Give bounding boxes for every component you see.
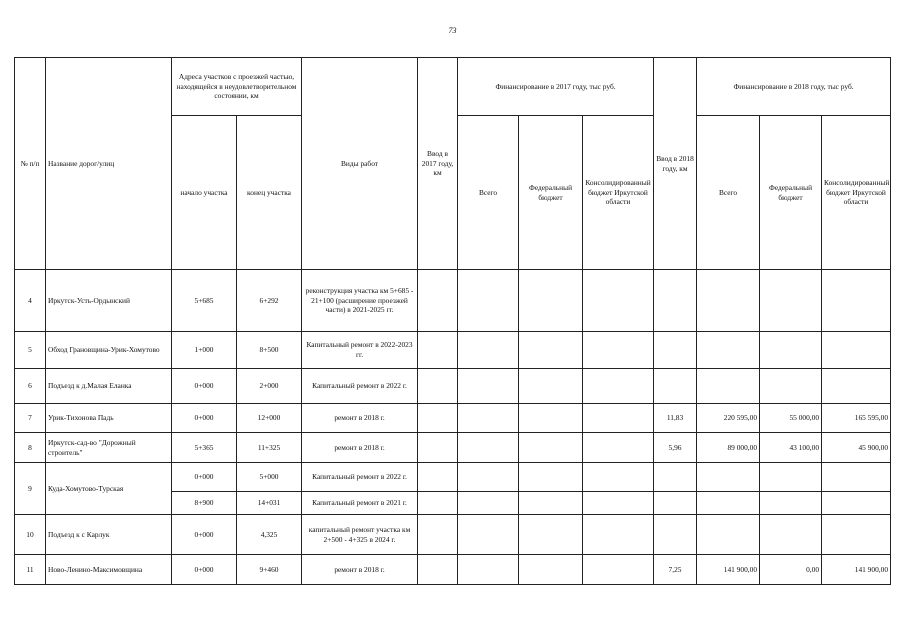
road-name: Обход Грановщина-Урик-Хомутово <box>46 332 172 369</box>
work-type: капитальный ремонт участка км 2+500 - 4+325 в 2024 г. <box>302 515 418 555</box>
roads-table <box>14 57 891 585</box>
section-start: 5+685 <box>172 270 237 332</box>
total-2018: 141 900,00 <box>697 555 760 585</box>
header-input-2018: Ввод в 2018 году, км <box>654 58 697 270</box>
section-end: 14+031 <box>237 492 302 515</box>
section-start: 8+900 <box>172 492 237 515</box>
federal-2018 <box>760 332 822 369</box>
section-end: 5+000 <box>237 463 302 492</box>
input-2018 <box>654 515 697 555</box>
input-2018: 7,25 <box>654 555 697 585</box>
section-start: 0+000 <box>172 369 237 404</box>
table-row <box>15 555 891 585</box>
consolidated-2018 <box>822 270 891 332</box>
federal-2018: 55 000,00 <box>760 404 822 433</box>
input-2018: 11,83 <box>654 404 697 433</box>
total-2018: 220 595,00 <box>697 404 760 433</box>
table-row <box>15 404 891 433</box>
total-2018 <box>697 332 760 369</box>
road-name: Иркутск-Усть-Ордынский <box>46 270 172 332</box>
consolidated-2018: 45 900,00 <box>822 433 891 463</box>
consolidated-2018 <box>822 332 891 369</box>
section-start: 0+000 <box>172 515 237 555</box>
input-2018: 5,96 <box>654 433 697 463</box>
header-addresses: Адреса участков с проезжей частью, находящейся в неудовлетворительном состоянии, км <box>172 58 302 116</box>
section-end: 8+500 <box>237 332 302 369</box>
input-2018 <box>654 369 697 404</box>
section-end: 6+292 <box>237 270 302 332</box>
header-name: Название дорог/улиц <box>46 58 172 270</box>
header-consolidated-2018: Консолидированный бюджет Иркутской области <box>822 116 891 270</box>
header-num: № п/п <box>15 58 46 270</box>
row-num: 4 <box>15 270 46 332</box>
row-num: 5 <box>15 332 46 369</box>
row-num: 11 <box>15 555 46 585</box>
header-fin-2017: Финансирование в 2017 году, тыс руб. <box>458 58 654 116</box>
federal-2018: 43 100,00 <box>760 433 822 463</box>
row-num: 8 <box>15 433 46 463</box>
header-fin-2018: Финансирование в 2018 году, тыс руб. <box>697 58 891 116</box>
table-row <box>15 463 891 492</box>
work-type: Капитальный ремонт в 2021 г. <box>302 492 418 515</box>
table-row <box>15 369 891 404</box>
page-number: 73 <box>448 26 457 35</box>
section-start: 0+000 <box>172 555 237 585</box>
work-type: ремонт в 2018 г. <box>302 433 418 463</box>
section-start: 0+000 <box>172 404 237 433</box>
table-header <box>15 58 891 270</box>
section-end: 2+000 <box>237 369 302 404</box>
road-name: Иркутск-сад-во "Дорожный строитель" <box>46 433 172 463</box>
total-2018 <box>697 515 760 555</box>
work-type: Капитальный ремонт в 2022-2023 гг. <box>302 332 418 369</box>
consolidated-2018 <box>822 369 891 404</box>
header-input-2017: Ввод в 2017 году, км <box>418 58 458 270</box>
row-num: 10 <box>15 515 46 555</box>
road-name: Урик-Тихонова Падь <box>46 404 172 433</box>
header-total-2018: Всего <box>697 116 760 270</box>
consolidated-2018: 165 595,00 <box>822 404 891 433</box>
input-2018 <box>654 270 697 332</box>
table-row <box>15 433 891 463</box>
road-name: Подъезд к с Карлук <box>46 515 172 555</box>
section-end: 9+460 <box>237 555 302 585</box>
section-end: 11+325 <box>237 433 302 463</box>
header-end: конец участка <box>237 116 302 270</box>
header-start: начало участка <box>172 116 237 270</box>
work-type: ремонт в 2018 г. <box>302 555 418 585</box>
total-2018 <box>697 369 760 404</box>
section-start: 0+000 <box>172 463 237 492</box>
federal-2018: 0,00 <box>760 555 822 585</box>
work-type: реконструкция участка км 5+685 - 21+100 (расширение проезжей части) в 2021-2025 гг. <box>302 270 418 332</box>
total-2018: 89 000,00 <box>697 433 760 463</box>
total-2018 <box>697 270 760 332</box>
federal-2018 <box>760 270 822 332</box>
consolidated-2018: 141 900,00 <box>822 555 891 585</box>
header-federal-2017: Федеральный бюджет <box>519 116 583 270</box>
table-row <box>15 515 891 555</box>
road-name: Куда-Хомутово-Турская <box>46 463 172 515</box>
section-start: 1+000 <box>172 332 237 369</box>
consolidated-2018 <box>822 515 891 555</box>
road-name: Подъезд к д.Малая Еланка <box>46 369 172 404</box>
work-type: Капитальный ремонт в 2022 г. <box>302 369 418 404</box>
table-row <box>15 270 891 332</box>
row-num: 7 <box>15 404 46 433</box>
header-consolidated-2017: Консолидированный бюджет Иркутской области <box>583 116 654 270</box>
federal-2018 <box>760 369 822 404</box>
section-end: 4,325 <box>237 515 302 555</box>
header-total-2017: Всего <box>458 116 519 270</box>
work-type: Капитальный ремонт в 2022 г. <box>302 463 418 492</box>
header-federal-2018: Федеральный бюджет <box>760 116 822 270</box>
section-start: 5+365 <box>172 433 237 463</box>
table-row <box>15 332 891 369</box>
work-type: ремонт в 2018 г. <box>302 404 418 433</box>
row-num: 6 <box>15 369 46 404</box>
header-works: Виды работ <box>302 58 418 270</box>
road-name: Ново-Ленино-Максимовщина <box>46 555 172 585</box>
federal-2018 <box>760 515 822 555</box>
section-end: 12+000 <box>237 404 302 433</box>
row-num: 9 <box>15 463 46 515</box>
input-2018 <box>654 332 697 369</box>
